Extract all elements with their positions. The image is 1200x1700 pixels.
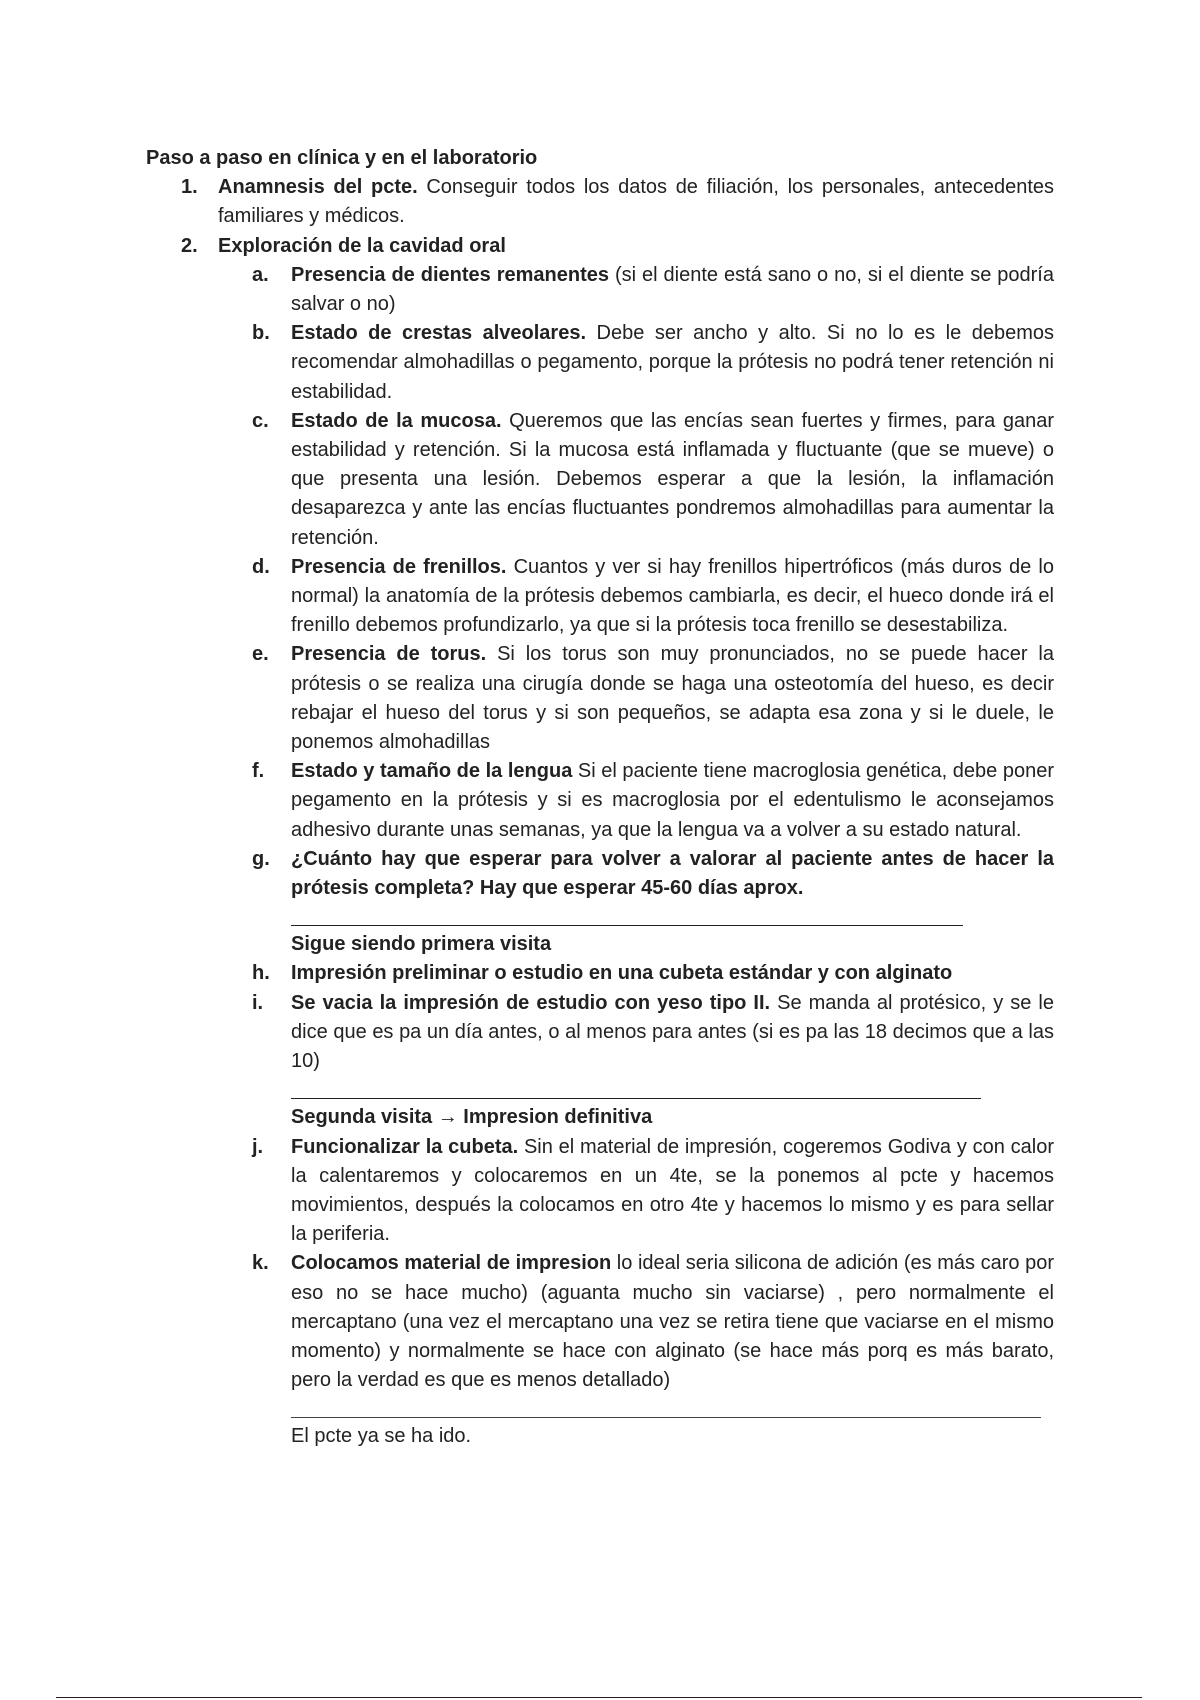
subitem-text: Cuantos y ver si hay frenillos hipertróficos (más duros de lo normal) la anatomía de la prótesis debemos cambiarla, es decir, el hueco donde irá el frenillo debemos profundizarlo, ya que si la prótesis toca frenillo se desestabiliza. — [291, 555, 1054, 637]
subitem-text: Queremos que las encías sean fuertes y firmes, para ganar estabilidad y retención. Si la mucosa está inflamada y fluctuante (que se mueve) o que presenta una lesión. Debemos esperar a que la lesión, la inflamación desaparezca y ante las encías fluctuantes pondremos almohadillas para aumentar la retención. — [291, 409, 1054, 549]
subitem-letter: a. — [252, 263, 269, 286]
section-first-visit — [146, 903, 1054, 959]
subitem-heading: ¿Cuánto hay que esperar para volver a valorar al paciente antes de hacer la prótesis completa? Hay que esperar 45-60 días aprox. — [291, 847, 1054, 900]
subitem-g — [146, 845, 1054, 903]
subitem-c — [146, 407, 1054, 553]
subitem-a — [146, 261, 1054, 319]
subitem-heading: Presencia de frenillos. — [291, 555, 507, 578]
subitem-letter: e. — [252, 643, 269, 666]
item-number: 1. — [181, 176, 198, 199]
subitem-e — [146, 640, 1054, 757]
subitem-letter: d. — [252, 555, 270, 578]
section-divider — [291, 1076, 981, 1099]
subitem-k — [146, 1249, 1054, 1395]
subitem-heading: Funcionalizar la cubeta. — [291, 1135, 519, 1158]
subitem-text: Si los torus son muy pronunciados, no se puede hacer la prótesis o se realiza una cirugía donde se haga una osteotomía del hueso, es decir rebajar el hueso del torus y si son pequeños, se adapta esa zona y si le duele, le ponemos almohadillas — [291, 643, 1054, 754]
subitem-b — [146, 319, 1054, 407]
subitem-letter: h. — [252, 962, 270, 985]
closing-section — [146, 1395, 1054, 1451]
subitem-heading: Estado de la mucosa. — [291, 409, 502, 432]
section-label: Segunda visita → Impresion definitiva — [291, 1106, 653, 1129]
subitem-letter: i. — [252, 991, 264, 1014]
section-second-visit — [146, 1076, 1054, 1132]
subitem-letter: k. — [252, 1252, 269, 1275]
subitem-heading: Presencia de torus. — [291, 643, 487, 666]
subitem-h — [146, 959, 1054, 988]
list-item-1 — [146, 173, 1054, 231]
subitem-text: (si el diente está sano o no, si el diente se podría salvar o no) — [291, 263, 1054, 316]
subitem-text: Se manda al protésico, y se le dice que es pa un día antes, o al menos para antes (si es pa las 18 decimos que a las 10) — [291, 991, 1054, 1073]
subitem-i — [146, 989, 1054, 1077]
subitem-letter: f. — [252, 760, 265, 783]
item-heading: Exploración de la cavidad oral — [218, 234, 506, 257]
section-divider — [291, 1395, 1041, 1418]
subitem-text: Debe ser ancho y alto. Si no lo es le debemos recomendar almohadillas o pegamento, porque la prótesis no podrá tener retención ni estabilidad. — [291, 322, 1054, 403]
subitem-heading: Colocamos material de impresion — [291, 1252, 612, 1275]
subitem-letter: j. — [252, 1135, 264, 1158]
subitem-heading: Presencia de dientes remanentes — [291, 263, 609, 286]
subitem-d — [146, 553, 1054, 641]
closing-text: El pcte ya se ha ido. — [291, 1425, 472, 1448]
subitem-text: lo ideal seria silicona de adición (es más caro por eso no se hace mucho) (aguanta mucho sin vaciarse) , pero normalmente el mercaptano (una vez el mercaptano una vez se retira tiene que vaciarse en el mismo momento) y normalmente se hace con alginato (se hace más porq es más barato, pero la verdad es que es menos detallado) — [291, 1252, 1054, 1392]
item-text: Conseguir todos los datos de filiación, los personales, antecedentes familiares y médicos. — [218, 176, 1055, 228]
subitem-heading: Se vacia la impresión de estudio con yeso tipo II. — [291, 991, 771, 1014]
subitem-heading: Estado de crestas alveolares. — [291, 322, 586, 345]
subitem-heading: Impresión preliminar o estudio en una cubeta estándar y con alginato — [291, 962, 953, 985]
subitem-letter: b. — [252, 322, 270, 345]
subitem-text: Si el paciente tiene macroglosia genética, debe poner pegamento en la prótesis y si es macroglosia por el edentulismo le aconsejamos adhesivo durante unas semanas, ya que la lengua va a volver a su estado natural. — [291, 760, 1054, 841]
document-body — [146, 144, 1054, 1452]
list-item-2 — [146, 232, 1054, 261]
page-bottom-rule — [56, 1697, 1142, 1698]
section-divider — [291, 903, 963, 926]
page-title: Paso a paso en clínica y en el laboratorio — [146, 147, 538, 169]
subitem-letter: c. — [252, 409, 269, 432]
subitem-letter: g. — [252, 847, 270, 870]
subitem-f — [146, 757, 1054, 845]
item-number: 2. — [181, 234, 198, 257]
item-heading: Anamnesis del pcte. — [218, 176, 418, 199]
subitem-heading: Estado y tamaño de la lengua — [291, 760, 573, 783]
subitem-text: Sin el material de impresión, cogeremos Godiva y con calor la calentaremos y colocaremos en un 4te, se la ponemos al pcte y hacemos movimientos, después la colocamos en otro 4te y hacemos lo mismo y es para sellar la periferia. — [291, 1135, 1054, 1246]
subitem-j — [146, 1133, 1054, 1250]
section-label: Sigue siendo primera visita — [291, 933, 552, 956]
